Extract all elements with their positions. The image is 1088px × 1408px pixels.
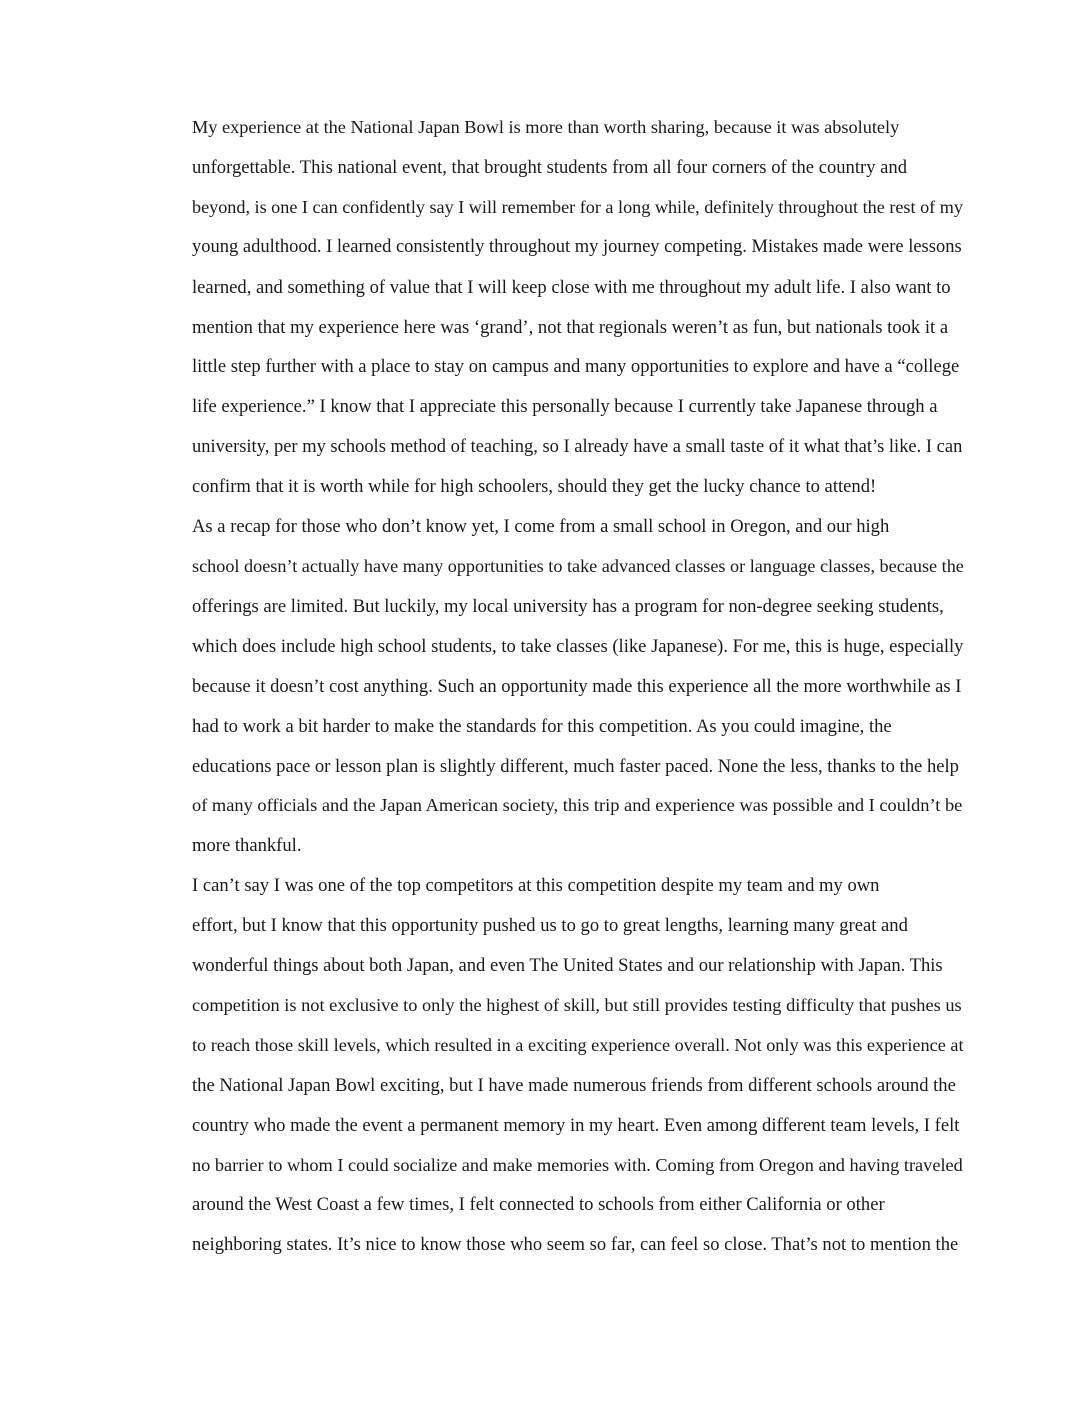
text-line: the National Japan Bowl exciting, but I have made numerous friends from different schools around the: [192, 1074, 956, 1096]
text-line: little step further with a place to stay on campus and many opportunities to explore and have a “college: [192, 356, 960, 378]
text-line: young adulthood. I learned consistently throughout my journey competing. Mistakes made were lessons: [192, 236, 962, 257]
text-line: confirm that it is worth while for high schoolers, should they get the lucky chance to attend!: [192, 476, 877, 498]
text-line: learned, and something of value that I will keep close with me throughout my adult life. I also want to: [192, 276, 951, 298]
text-line: of many officials and the Japan American society, this trip and experience was possible and I couldn’t be: [192, 795, 963, 816]
text-line: country who made the event a permanent memory in my heart. Even among different team levels, I felt: [192, 1114, 960, 1136]
text-line: educations pace or lesson plan is slightly different, much faster paced. None the less, thanks to the help: [192, 755, 959, 777]
text-line: neighboring states. It’s nice to know those who seem so far, can feel so close. That’s not to mention the: [192, 1234, 959, 1256]
text-line: which does include high school students, to take classes (like Japanese). For me, this is huge, especially: [192, 635, 964, 657]
text-line: My experience at the National Japan Bowl is more than worth sharing, because it was absolutely: [192, 117, 900, 137]
text-line: competition is not exclusive to only the highest of skill, but still provides testing difficulty that pushes us: [192, 994, 962, 1015]
paragraph-2: [128, 507, 964, 866]
text-line: no barrier to whom I could socialize and make memories with. Coming from Oregon and having traveled: [192, 1154, 963, 1175]
text-line: around the West Coast a few times, I felt connected to schools from either California or other: [192, 1194, 885, 1216]
text-line: had to work a bit harder to make the standards for this competition. As you could imagine, the: [192, 715, 892, 737]
essay-body: [128, 108, 964, 1265]
text-line: I can’t say I was one of the top competitors at this competition despite my team and my own: [192, 875, 880, 897]
paragraph-1: [128, 108, 964, 507]
text-line: university, per my schools method of teaching, so I already have a small taste of it what that’s like. I can: [192, 436, 963, 457]
text-line: life experience.” I know that I appreciate this personally because I currently take Japanese through a: [192, 396, 938, 418]
text-line: unforgettable. This national event, that brought students from all four corners of the country and: [192, 156, 907, 178]
text-line: wonderful things about both Japan, and even The United States and our relationship with Japan. This: [192, 955, 943, 977]
text-line: to reach those skill levels, which resulted in a exciting experience overall. Not only was this experience at: [192, 1034, 964, 1055]
text-line: school doesn’t actually have many opportunities to take advanced classes or language classes, because the: [192, 555, 964, 576]
text-line: beyond, is one I can confidently say I will remember for a long while, definitely throughout the rest of my: [192, 196, 963, 217]
text-line: offerings are limited. But luckily, my local university has a program for non-degree seeking students,: [192, 595, 944, 617]
text-line: more thankful.: [192, 835, 302, 857]
paragraph-3: [128, 866, 964, 1265]
text-line: because it doesn’t cost anything. Such an opportunity made this experience all the more worthwhile as I: [192, 675, 962, 697]
text-line: As a recap for those who don’t know yet, I come from a small school in Oregon, and our high: [192, 516, 890, 538]
text-line: mention that my experience here was ‘grand’, not that regionals weren’t as fun, but nationals took it a: [192, 316, 949, 338]
text-line: effort, but I know that this opportunity pushed us to go to great lengths, learning many great and: [192, 915, 908, 937]
